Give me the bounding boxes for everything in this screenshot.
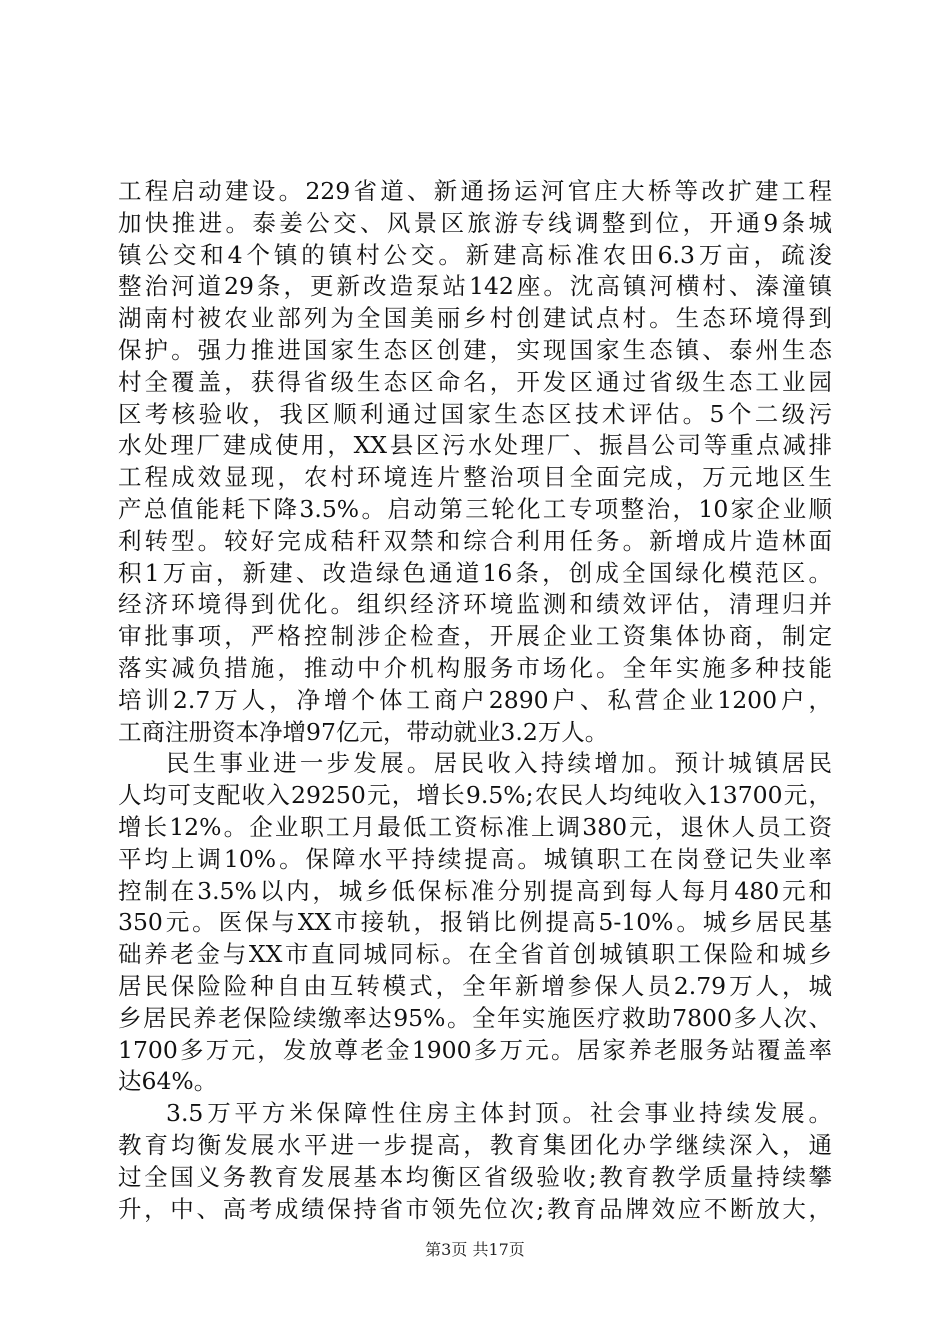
- text-line: 加快推进。泰姜公交、风景区旅游专线调整到位，开通9条城: [118, 208, 832, 237]
- text-line: 人均可支配收入29250元，增长9.5%;农民人均纯收入13700元，: [118, 781, 832, 810]
- text-line: 镇公交和4个镇的镇村公交。新建高标准农田6.3万亩，疏浚: [118, 240, 832, 269]
- text-line: 达64%。: [118, 1067, 218, 1096]
- text-line: 础养老金与XX市直同城同标。在全省首创城镇职工保险和城乡: [118, 940, 832, 969]
- text-line: 控制在3.5%以内，城乡低保标准分别提高到每人每月480元和: [118, 876, 832, 905]
- text-line: 湖南村被农业部列为全国美丽乡村创建试点村。生态环境得到: [118, 304, 832, 333]
- body-text: [118, 176, 832, 1225]
- text-line: 审批事项，严格控制涉企检查，开展企业工资集体协商，制定: [118, 622, 832, 651]
- text-line: 教育均衡发展水平进一步提高，教育集团化办学继续深入，通: [118, 1130, 832, 1159]
- text-line: 过全国义务教育发展基本均衡区省级验收;教育教学质量持续攀: [118, 1162, 832, 1191]
- text-line: 培训2.7万人，净增个体工商户2890户、私营企业1200户，: [118, 685, 832, 714]
- text-line: 保护。强力推进国家生态区创建，实现国家生态镇、泰州生态: [118, 335, 832, 364]
- text-line: 乡居民养老保险续缴率达95%。全年实施医疗救助7800多人次、: [118, 1003, 832, 1032]
- text-line: 工商注册资本净增97亿元，带动就业3.2万人。: [118, 717, 609, 746]
- text-line: 经济环境得到优化。组织经济环境监测和绩效评估，清理归并: [118, 590, 832, 619]
- text-line: 村全覆盖，获得省级生态区命名，开发区通过省级生态工业园: [118, 367, 832, 396]
- text-line: 1700多万元，发放尊老金1900多万元。居家养老服务站覆盖率: [118, 1035, 832, 1064]
- text-line: 产总值能耗下降3.5%。启动第三轮化工专项整治，10家企业顺: [118, 494, 832, 523]
- text-line: 水处理厂建成使用，XX县区污水处理厂、振昌公司等重点减排: [118, 431, 832, 460]
- text-line: 工程成效显现，农村环境连片整治项目全面完成，万元地区生: [118, 463, 832, 492]
- text-line: 平均上调10%。保障水平持续提高。城镇职工在岗登记失业率: [118, 844, 832, 873]
- text-line: 利转型。较好完成秸秆双禁和综合利用任务。新增成片造林面: [118, 526, 832, 555]
- text-line: 350元。医保与XX市接轨，报销比例提高5-10%。城乡居民基: [118, 908, 832, 937]
- text-line: 民生事业进一步发展。居民收入持续增加。预计城镇居民: [166, 749, 832, 778]
- text-line: 整治河道29条，更新改造泵站142座。沈高镇河横村、溱潼镇: [118, 272, 832, 301]
- text-line: 区考核验收，我区顺利通过国家生态区技术评估。5个二级污: [118, 399, 832, 428]
- text-line: 工程启动建设。229省道、新通扬运河官庄大桥等改扩建工程: [118, 177, 832, 205]
- page-number-footer: 第3页 共17页: [425, 1240, 525, 1259]
- text-line: 增长12%。企业职工月最低工资标准上调380元，退休人员工资: [118, 812, 832, 841]
- text-line: 3.5万平方米保障性住房主体封顶。社会事业持续发展。: [166, 1099, 832, 1128]
- text-line: 落实减负措施，推动中介机构服务市场化。全年实施多种技能: [118, 653, 832, 682]
- text-line: 升，中、高考成绩保持省市领先位次;教育品牌效应不断放大，: [118, 1194, 832, 1223]
- text-line: 积1万亩，新建、改造绿色通道16条，创成全国绿化模范区。: [118, 558, 832, 587]
- text-line: 居民保险险种自由互转模式，全年新增参保人员2.79万人，城: [118, 971, 832, 1000]
